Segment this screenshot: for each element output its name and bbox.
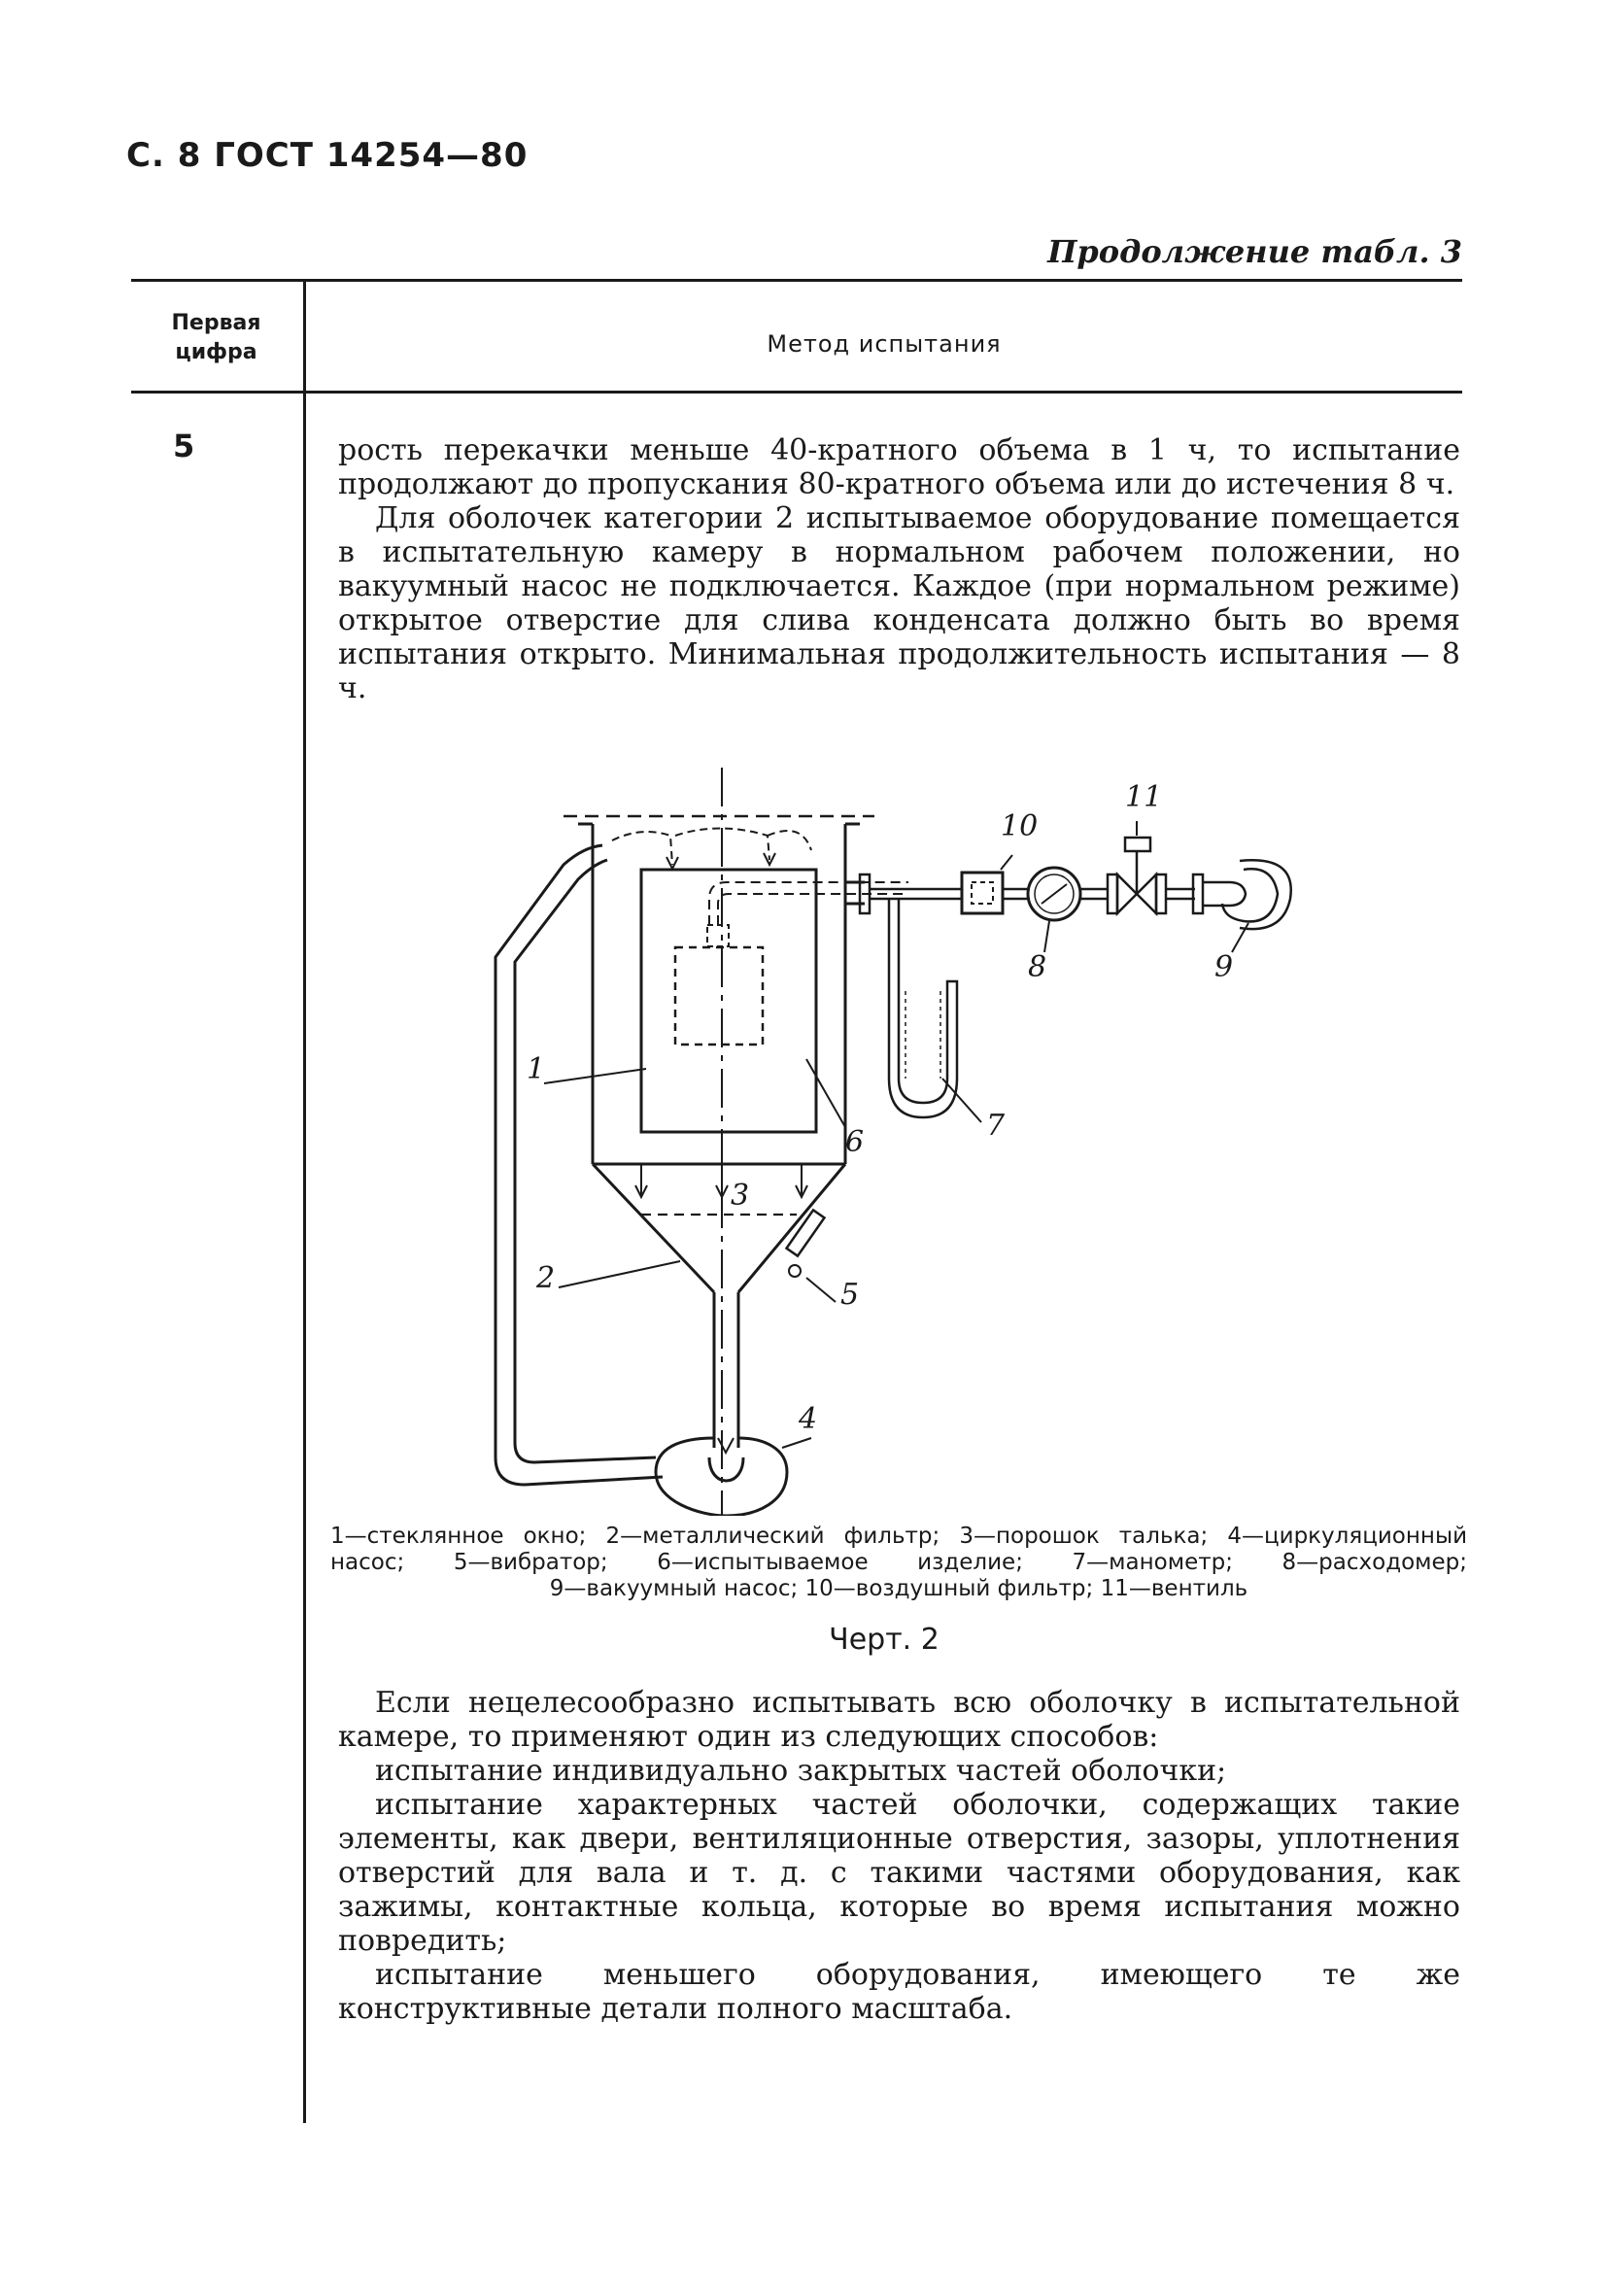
vibrator [787, 1210, 825, 1255]
legend-item: 9—вакуумный насос; [549, 1576, 799, 1601]
glass-window [641, 870, 816, 1132]
legend-item: 11—вентиль [1100, 1576, 1248, 1601]
test-apparatus-diagram [418, 768, 1418, 1516]
legend-item: 3—порошок талька; [959, 1524, 1209, 1549]
figure-legend [330, 1524, 1467, 1602]
label-7: 7 [986, 1109, 1006, 1143]
method-text-top [338, 433, 1460, 705]
tested-item [675, 947, 763, 1045]
label-2: 2 [536, 1261, 556, 1295]
legend-line [330, 1576, 1467, 1602]
air-filter [962, 873, 1003, 913]
figure-caption: Черт. 2 [829, 1623, 940, 1657]
paragraph: испытание индивидуально закрытых частей оболочки; [375, 1754, 1227, 1788]
label-5: 5 [840, 1278, 860, 1312]
label-9: 9 [1214, 950, 1234, 984]
column-header-first-digit [131, 309, 301, 367]
table-continuation-label: Продолжение табл. 3 [1047, 233, 1462, 270]
method-text-bottom [338, 1686, 1460, 2026]
table-column-divider [303, 282, 306, 2123]
legend-item: 8—расходомер; [1281, 1550, 1468, 1575]
column-header-first-digit-line1: Первая [171, 311, 261, 335]
paragraph: Если нецелесообразно испытывать всю оболочку в испытательной камере, то применяют один из следующих способов: [338, 1686, 1460, 1754]
row-first-digit: 5 [173, 428, 195, 464]
label-6: 6 [845, 1125, 865, 1159]
page-header: С. 8 ГОСТ 14254—80 [126, 136, 529, 175]
hopper-left [593, 1164, 714, 1292]
hopper-right [738, 1164, 845, 1292]
legend-item: 5—вибратор; [453, 1550, 608, 1575]
legend-item: 4—циркуляционный насос; [330, 1524, 1468, 1575]
label-8: 8 [1028, 950, 1047, 984]
paragraph: испытание характерных частей оболочки, содержащих такие элементы, как двери, вентиляционные отверстия, зазоры, уплотнения отверстий для вала и т. д. с такими частями оборудования, как зажимы, контактные кольца, которые во время испытания можно повредить; [338, 1788, 1460, 1958]
vacuum-pump [1203, 882, 1246, 906]
paragraph: испытание меньшего оборудования, имеющего те же конструктивные детали полного масштаба. [338, 1958, 1460, 2026]
label-3: 3 [731, 1179, 750, 1213]
legend-item: 2—металлический фильтр; [605, 1524, 940, 1549]
column-header-test-method: Метод испытания [767, 330, 1002, 358]
legend-item: 10—воздушный фильтр; [804, 1576, 1094, 1601]
label-1: 1 [527, 1052, 546, 1086]
label-10: 10 [1001, 809, 1039, 843]
legend-item: 6—испытываемое изделие; [657, 1550, 1023, 1575]
legend-line [330, 1524, 1467, 1576]
label-4: 4 [799, 1402, 818, 1436]
paragraph: Для оболочек категории 2 испытываемое оборудование помещается в испытательную камеру в нормальном рабочем положении, но вакуумный насос не подключается. Каждое (при нормальном режиме) открытое отверстие для слива конденсата должно быть во время испытания открыто. Минимальная продолжительность испытания — 8 ч. [338, 501, 1460, 705]
table-header-rule [131, 391, 1462, 394]
legend-item: 7—манометр; [1072, 1550, 1233, 1575]
paragraph: рость перекачки меньше 40-кратного объема в 1 ч, то испытание продолжают до пропускания 80-кратного объема или до истечения 8 ч. [338, 433, 1460, 501]
legend-item: 1—стеклянное окно; [330, 1524, 587, 1549]
return-pipe [515, 860, 656, 1462]
table-top-rule [131, 279, 1462, 282]
label-11: 11 [1125, 780, 1163, 814]
column-header-first-digit-line2: цифра [175, 340, 257, 364]
